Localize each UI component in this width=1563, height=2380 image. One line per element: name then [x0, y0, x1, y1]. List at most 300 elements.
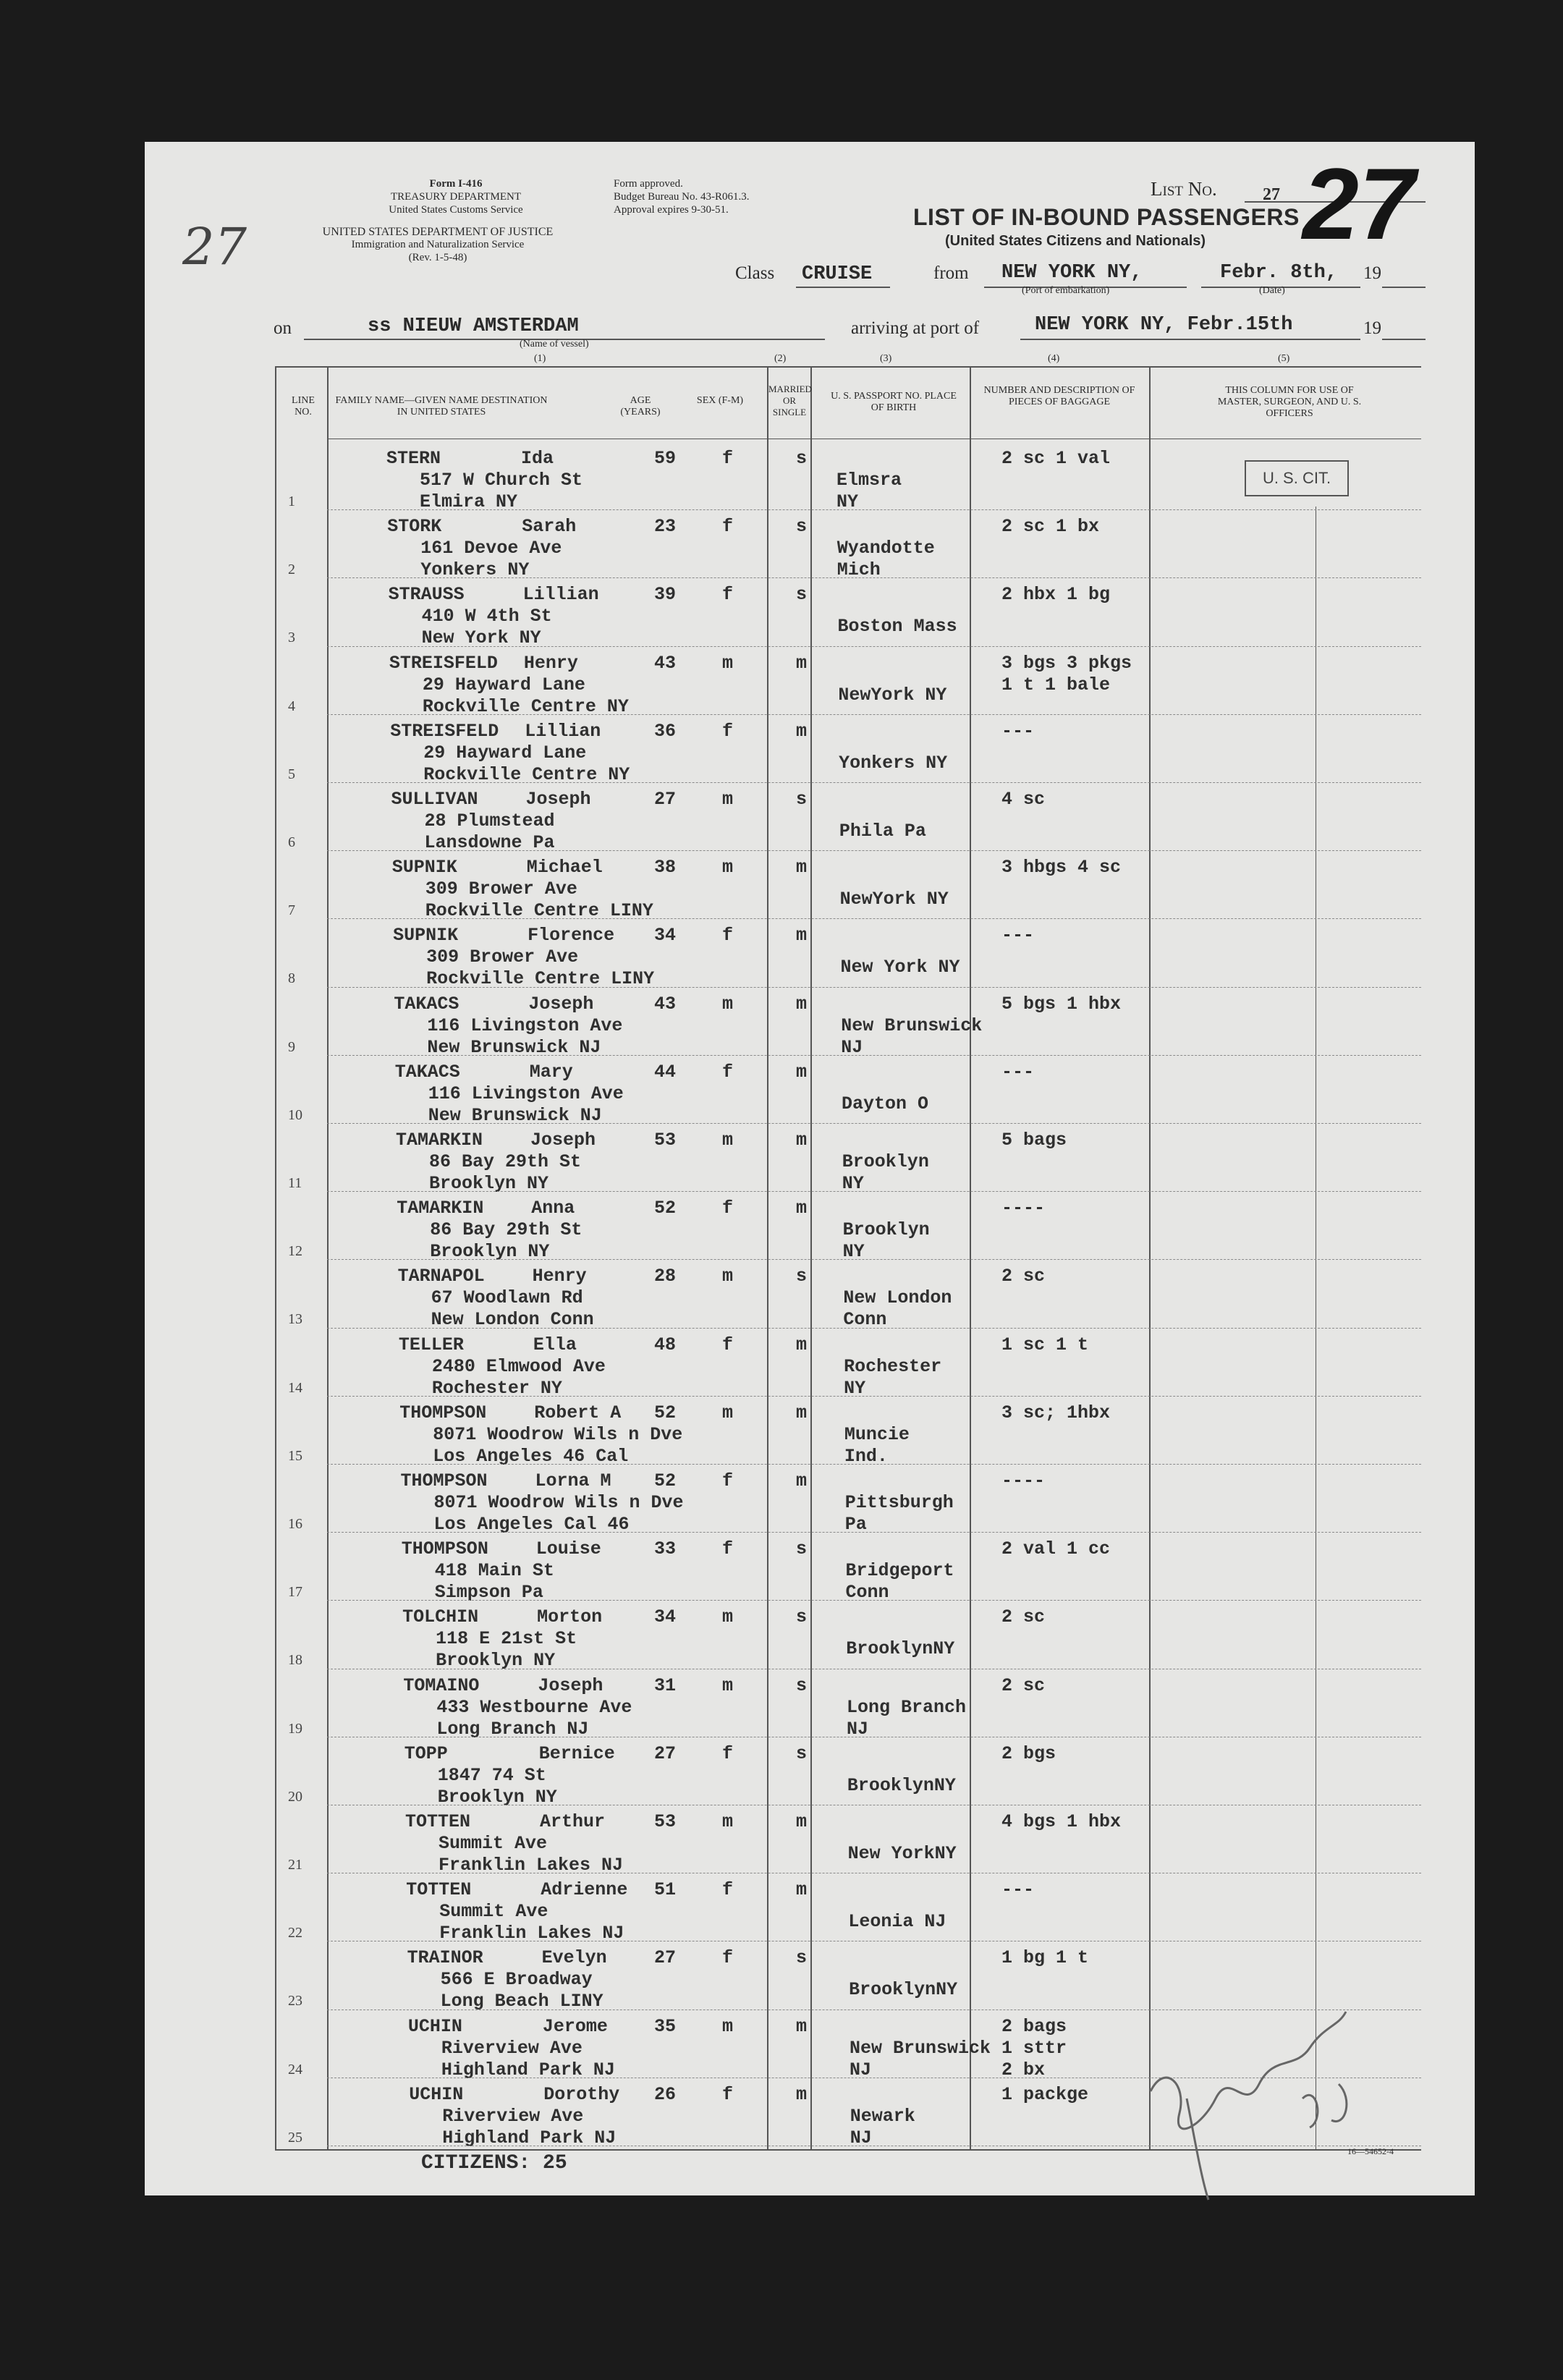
- baggage-line-1: ----: [1001, 1198, 1046, 1219]
- col-divider-line-no: [327, 368, 329, 2149]
- column-number-4: (4): [1048, 353, 1060, 364]
- address-line-1: 116 Livingston Ave: [428, 1083, 624, 1104]
- given-name: Lillian: [522, 584, 599, 606]
- sex: m: [722, 857, 734, 878]
- family-name: THOMPSON: [399, 1402, 487, 1423]
- given-name: Mary: [529, 1061, 573, 1083]
- age: 34: [654, 925, 677, 947]
- address-line-1: 1847 74 St: [437, 1764, 546, 1786]
- baggage-line-1: ----: [1001, 1470, 1046, 1491]
- birth-place-line-2: NJ: [850, 2127, 872, 2148]
- birth-place-line-2: Pa: [844, 1514, 867, 1535]
- address-line-2: Rockville Centre NY: [422, 695, 629, 717]
- address-line-2: New Brunswick NJ: [427, 1036, 601, 1058]
- given-name: Joseph: [538, 1674, 603, 1696]
- baggage-line-1: 2 sc 1 val: [1001, 448, 1111, 469]
- family-name: TAKACS: [394, 993, 459, 1015]
- sex: f: [722, 1334, 734, 1355]
- family-name: TELLER: [398, 1334, 464, 1355]
- list-number-label: List No.: [1151, 178, 1217, 200]
- marital-status: m: [796, 1061, 808, 1083]
- family-name: SUPNIK: [393, 925, 459, 947]
- given-name: Arthur: [540, 1811, 606, 1832]
- given-name: Henry: [532, 1266, 587, 1287]
- family-name: TAMARKIN: [397, 1198, 484, 1219]
- baggage-line-1: 2 sc: [1001, 1674, 1046, 1696]
- line-number: 16: [288, 1516, 302, 1532]
- age: 38: [654, 857, 677, 878]
- age: 43: [654, 993, 677, 1015]
- address-line-1: 29 Hayward Lane: [423, 742, 587, 763]
- approval-line-2: Budget Bureau No. 43-R061.3.: [614, 191, 750, 203]
- sex: m: [722, 1266, 734, 1287]
- age: 34: [654, 1606, 677, 1628]
- table-left-border: [275, 368, 276, 2149]
- line-number: 25: [288, 2129, 302, 2146]
- birth-place-line-2: Conn: [843, 1309, 887, 1331]
- given-name: Adrienne: [541, 1879, 628, 1901]
- age: 51: [654, 1879, 677, 1901]
- birth-place: Wyandotte: [836, 538, 935, 559]
- line-number: 6: [288, 834, 295, 850]
- family-name: TOTTEN: [406, 1879, 472, 1901]
- row-separator: [327, 1123, 1421, 1124]
- address-line-1: 116 Livingston Ave: [427, 1015, 623, 1036]
- department-customs: United States Customs Service: [389, 204, 523, 216]
- given-name: Evelyn: [541, 1947, 607, 1969]
- address-line-1: 517 W Church St: [420, 470, 583, 491]
- line-number: 2: [288, 562, 295, 578]
- sex: m: [722, 652, 734, 674]
- row-separator: [327, 987, 1421, 988]
- marital-status: m: [796, 857, 808, 878]
- baggage-line-1: 2 bags: [1001, 2015, 1067, 2037]
- address-line-2: New Brunswick NJ: [428, 1104, 602, 1126]
- baggage-line-1: ---: [1001, 1061, 1035, 1083]
- marital-status: m: [796, 925, 808, 947]
- birth-place: Rochester: [844, 1355, 942, 1377]
- address-line-2: Franklin Lakes NJ: [439, 1855, 624, 1876]
- sex: f: [722, 1947, 734, 1969]
- department-justice: UNITED STATES DEPARTMENT OF JUSTICE: [322, 226, 554, 238]
- marital-status: s: [796, 584, 808, 606]
- marital-status: s: [796, 1538, 808, 1560]
- family-name: STREISFELD: [390, 720, 499, 742]
- address-line-2: Long Branch NJ: [436, 1718, 589, 1740]
- line-number: 20: [288, 1788, 302, 1805]
- sex: f: [722, 1198, 734, 1219]
- marital-status: m: [796, 1402, 808, 1423]
- birth-place: NewYork NY: [838, 684, 947, 706]
- address-line-1: 566 E Broadway: [440, 1969, 593, 1991]
- age: 44: [654, 1061, 677, 1083]
- table-top-border: [275, 366, 1421, 368]
- birth-place: Brooklyn: [842, 1151, 929, 1172]
- family-name: STRAUSS: [388, 584, 465, 606]
- year-underline: [1382, 287, 1426, 288]
- baggage-line-1: 2 hbx 1 bg: [1001, 584, 1111, 606]
- column-number-1: (1): [534, 353, 546, 364]
- address-line-2: Rochester NY: [431, 1377, 562, 1399]
- sex: f: [722, 1061, 734, 1083]
- family-name: TARNAPOL: [397, 1266, 485, 1287]
- address-line-2: Yonkers NY: [420, 559, 530, 581]
- family-name: TOMAINO: [403, 1674, 480, 1696]
- birth-place: Dayton O: [842, 1093, 929, 1114]
- col-divider-baggage: [1149, 368, 1151, 2149]
- address-line-2: New London Conn: [431, 1309, 594, 1331]
- departure-date: Febr. 8th,: [1220, 262, 1338, 284]
- header-officers: THIS COLUMN FOR USE OF MASTER, SURGEON, AND U. S. OFFICERS: [1217, 385, 1362, 419]
- line-number: 21: [288, 1857, 302, 1873]
- baggage-line-1: 3 sc; 1hbx: [1001, 1402, 1111, 1423]
- given-name: Ella: [533, 1334, 577, 1355]
- age: 52: [654, 1198, 677, 1219]
- birth-place: BrooklynNY: [847, 1774, 956, 1796]
- marital-status: m: [796, 720, 808, 742]
- form-revision: (Rev. 1-5-48): [408, 252, 467, 263]
- line-number: 22: [288, 1925, 302, 1941]
- family-name: SUPNIK: [391, 857, 457, 878]
- address-line-2: Brooklyn NY: [429, 1173, 549, 1194]
- sex: f: [722, 1879, 734, 1901]
- address-line-1: Riverview Ave: [441, 2037, 583, 2059]
- given-name: Morton: [537, 1606, 603, 1628]
- row-separator: [327, 782, 1421, 783]
- column-number-2: (2): [774, 353, 787, 364]
- baggage-line-1: 1 packge: [1001, 2083, 1089, 2105]
- sex: f: [722, 584, 734, 606]
- line-number: 5: [288, 766, 295, 782]
- age: 27: [654, 789, 677, 810]
- given-name: Florence: [528, 925, 615, 947]
- family-name: TOLCHIN: [402, 1606, 479, 1628]
- column-number-5: (5): [1278, 353, 1290, 364]
- year-label: 19: [1363, 263, 1381, 283]
- address-line-2: Highland Park NJ: [441, 2059, 615, 2080]
- row-separator: [327, 1532, 1421, 1533]
- address-line-2: Brooklyn NY: [430, 1241, 550, 1263]
- marital-status: m: [796, 993, 808, 1015]
- line-number: 24: [288, 2061, 302, 2078]
- col-divider-sex: [767, 368, 768, 2149]
- baggage-line-1: 2 sc: [1001, 1266, 1046, 1287]
- marital-status: s: [796, 516, 808, 538]
- age: 59: [654, 448, 677, 469]
- baggage-line-3: 2 bx: [1001, 2059, 1046, 2080]
- address-line-1: 86 Bay 29th St: [430, 1219, 583, 1241]
- department-treasury: TREASURY DEPARTMENT: [390, 191, 522, 203]
- address-line-1: 309 Brower Ave: [426, 947, 579, 968]
- sex: f: [722, 2083, 734, 2105]
- given-name: Louise: [535, 1538, 601, 1560]
- age: 31: [654, 1674, 677, 1696]
- marital-status: s: [796, 1947, 808, 1969]
- sex: m: [722, 1402, 734, 1423]
- address-line-1: Riverview Ave: [442, 2105, 584, 2127]
- address-line-2: Rockville Centre NY: [423, 763, 630, 785]
- birth-place: BrooklynNY: [846, 1638, 955, 1660]
- header-married: MARRIED OR SINGLE: [768, 384, 812, 418]
- baggage-line-2: 1 sttr: [1001, 2037, 1067, 2059]
- given-name: Dorothy: [543, 2083, 620, 2105]
- address-line-1: 433 Westbourne Ave: [436, 1696, 632, 1718]
- given-name: Anna: [531, 1198, 575, 1219]
- baggage-line-1: 2 val 1 cc: [1001, 1538, 1111, 1560]
- year-label-2: 19: [1363, 318, 1381, 338]
- row-separator: [327, 577, 1421, 578]
- sex: f: [722, 925, 734, 947]
- birth-place: Bridgeport: [845, 1560, 954, 1582]
- address-line-1: 410 W 4th St: [421, 606, 552, 627]
- birth-place: Boston Mass: [837, 616, 957, 638]
- column-number-3: (3): [880, 353, 892, 364]
- sex: m: [722, 1606, 734, 1628]
- birth-place: Leonia NJ: [848, 1911, 946, 1933]
- marital-status: m: [796, 2083, 808, 2105]
- line-number: 10: [288, 1106, 302, 1123]
- citizens-total: CITIZENS: 25: [421, 2152, 567, 2174]
- line-number: 23: [288, 1993, 302, 2010]
- address-line-2: Rockville Centre LINY: [425, 900, 653, 922]
- birth-place-line-2: NY: [842, 1173, 864, 1194]
- marital-status: m: [796, 652, 808, 674]
- address-line-1: Summit Ave: [439, 1833, 548, 1854]
- given-name: Jerome: [542, 2015, 608, 2037]
- marital-status: s: [796, 1606, 808, 1628]
- given-name: Joseph: [530, 1130, 596, 1151]
- marital-status: m: [796, 1130, 808, 1151]
- birth-place-line-2: NJ: [847, 1718, 869, 1740]
- marital-status: m: [796, 1334, 808, 1355]
- address-line-1: 67 Woodlawn Rd: [431, 1287, 583, 1309]
- marital-status: s: [796, 789, 808, 810]
- address-line-1: Summit Ave: [439, 1901, 548, 1923]
- age: 23: [654, 516, 677, 538]
- age: 48: [654, 1334, 677, 1355]
- marital-status: s: [796, 448, 808, 469]
- sex: f: [722, 720, 734, 742]
- birth-place: Elmsra: [836, 470, 902, 491]
- family-name: THOMPSON: [400, 1470, 488, 1491]
- age: 28: [654, 1266, 677, 1287]
- document-subtitle: (United States Citizens and Nationals): [945, 233, 1206, 249]
- document-title: LIST OF IN-BOUND PASSENGERS: [913, 204, 1300, 230]
- address-line-1: 161 Devoe Ave: [420, 538, 562, 559]
- given-name: Ida: [521, 448, 554, 469]
- address-line-1: 118 E 21st St: [436, 1628, 577, 1650]
- line-number: 8: [288, 970, 295, 987]
- birth-place: Muncie: [844, 1423, 910, 1445]
- age: 52: [654, 1402, 677, 1423]
- given-name: Lorna M: [535, 1470, 611, 1491]
- baggage-line-1: ---: [1001, 1879, 1035, 1901]
- row-separator: [327, 509, 1421, 510]
- sex: m: [722, 1674, 734, 1696]
- address-line-1: 8071 Woodrow Wils n Dve: [433, 1423, 683, 1445]
- birth-place-line-2: NJ: [849, 2059, 871, 2080]
- family-name: STORK: [387, 516, 442, 538]
- line-number: 4: [288, 698, 295, 714]
- arrival-port-date: NEW YORK NY, Febr.15th: [1035, 314, 1293, 336]
- line-number: 13: [288, 1311, 302, 1328]
- table-bottom-border: [275, 2149, 1421, 2151]
- birth-place: Yonkers NY: [839, 752, 948, 774]
- family-name: SULLIVAN: [391, 789, 478, 810]
- age: 27: [654, 1947, 677, 1969]
- header-line-no: LINE NO.: [292, 395, 315, 418]
- vessel-caption: (Name of vessel): [520, 339, 589, 350]
- marital-status: m: [796, 1879, 808, 1901]
- birth-place: New London: [843, 1287, 952, 1309]
- family-name: TAKACS: [394, 1061, 460, 1083]
- birth-place-line-2: NY: [844, 1377, 866, 1399]
- port-of-embarkation-caption: (Port of embarkation): [1022, 285, 1110, 296]
- baggage-line-1: 3 bgs 3 pkgs: [1001, 652, 1132, 674]
- address-line-2: Brooklyn NY: [437, 1786, 557, 1808]
- sex: m: [722, 1811, 734, 1832]
- line-number: 19: [288, 1720, 302, 1737]
- birth-place: New Brunswick: [841, 1015, 983, 1036]
- age: 35: [654, 2015, 677, 2037]
- birth-place: NewYork NY: [839, 889, 949, 910]
- sex: f: [722, 1470, 734, 1491]
- from-label: from: [933, 263, 969, 283]
- line-number: 1: [288, 494, 295, 509]
- age: 27: [654, 1742, 677, 1764]
- address-line-2: Los Angeles Cal 46: [433, 1514, 630, 1535]
- date-caption: (Date): [1259, 285, 1285, 296]
- birth-place: New YorkNY: [847, 1843, 957, 1864]
- address-line-2: Simpson Pa: [434, 1582, 543, 1604]
- col-divider-married: [810, 368, 812, 2149]
- birth-place: Phila Pa: [839, 821, 926, 842]
- family-name: THOMPSON: [401, 1538, 488, 1560]
- address-line-2: New York NY: [421, 627, 541, 649]
- address-line-2: Elmira NY: [420, 491, 518, 512]
- list-number-small: 27: [1263, 185, 1280, 204]
- department-immigration: Immigration and Naturalization Service: [351, 239, 525, 250]
- baggage-line-1: ---: [1001, 720, 1035, 742]
- line-number: 12: [288, 1243, 302, 1260]
- sex: f: [722, 1742, 734, 1764]
- family-name: TAMARKIN: [396, 1130, 483, 1151]
- sex: f: [722, 448, 734, 469]
- birth-place: New York NY: [840, 957, 960, 978]
- arriving-label: arriving at port of: [851, 318, 980, 338]
- baggage-line-1: 1 bg 1 t: [1001, 1947, 1089, 1969]
- marital-status: s: [796, 1742, 808, 1764]
- given-name: Henry: [523, 652, 578, 674]
- row-separator: [327, 714, 1421, 715]
- approval-line-3: Approval expires 9-30-51.: [614, 204, 729, 216]
- age: 39: [654, 584, 677, 606]
- approval-line-1: Form approved.: [614, 178, 683, 190]
- family-name: STERN: [386, 448, 441, 469]
- birth-place-line-2: NJ: [841, 1036, 863, 1058]
- marital-status: m: [796, 1470, 808, 1491]
- sex: f: [722, 516, 734, 538]
- line-number: 11: [288, 1175, 302, 1191]
- row-separator: [327, 646, 1421, 647]
- birth-place: BrooklynNY: [849, 1979, 958, 2001]
- address-line-1: 309 Brower Ave: [425, 878, 577, 900]
- birth-place: Long Branch: [847, 1696, 967, 1718]
- row-separator: [327, 1055, 1421, 1056]
- marital-status: s: [796, 1674, 808, 1696]
- marital-status: s: [796, 1266, 808, 1287]
- family-name: UCHIN: [407, 2015, 462, 2037]
- address-line-2: Brooklyn NY: [436, 1650, 556, 1672]
- line-number: 9: [288, 1038, 295, 1055]
- sex: f: [722, 1538, 734, 1560]
- form-number: Form I-416: [429, 178, 483, 190]
- baggage-line-1: 5 bags: [1001, 1130, 1067, 1151]
- address-line-2: Long Beach LINY: [440, 1991, 603, 2012]
- margin-note: 27: [182, 217, 247, 276]
- baggage-line-1: 1 sc 1 t: [1001, 1334, 1089, 1355]
- list-number: 27: [1302, 147, 1415, 261]
- line-number: 18: [288, 1652, 302, 1669]
- baggage-line-1: 3 hbgs 4 sc: [1001, 857, 1122, 878]
- birth-place-line-2: Mich: [836, 559, 881, 581]
- line-number: 15: [288, 1447, 302, 1464]
- given-name: Bernice: [538, 1742, 615, 1764]
- given-name: Joseph: [528, 993, 594, 1015]
- address-line-1: 8071 Woodrow Wils n Dve: [433, 1492, 684, 1513]
- birth-place: Pittsburgh: [844, 1492, 954, 1513]
- birth-place-line-2: NY: [842, 1241, 865, 1263]
- address-line-2: Lansdowne Pa: [424, 832, 555, 853]
- given-name: Michael: [526, 857, 603, 878]
- address-line-1: 86 Bay 29th St: [429, 1151, 582, 1172]
- row-separator: [327, 850, 1421, 851]
- line-number: 7: [288, 902, 295, 919]
- birth-place: New Brunswick: [849, 2037, 991, 2059]
- marital-status: m: [796, 1198, 808, 1219]
- row-separator: [327, 1259, 1421, 1260]
- col-divider-passport: [970, 368, 971, 2149]
- birth-place: Brooklyn: [842, 1219, 930, 1241]
- row-separator: [327, 1600, 1421, 1601]
- year-underline-2: [1382, 339, 1426, 340]
- sex: m: [722, 789, 734, 810]
- age: 43: [654, 652, 677, 674]
- baggage-line-1: 2 sc 1 bx: [1001, 516, 1100, 538]
- given-name: Lillian: [525, 720, 601, 742]
- header-sex: SEX (F-M): [696, 395, 744, 406]
- age: 36: [654, 720, 677, 742]
- line-number: 14: [288, 1379, 302, 1396]
- age: 52: [654, 1470, 677, 1491]
- on-label: on: [274, 318, 292, 338]
- print-code: 16—54652-4: [1347, 2146, 1394, 2156]
- header-name: FAMILY NAME—GIVEN NAME DESTINATION IN UNITED STATES: [335, 395, 548, 418]
- class-underline: [796, 287, 890, 288]
- marital-status: m: [796, 1811, 808, 1832]
- given-name: Joseph: [525, 789, 591, 810]
- passenger-manifest-sheet: [145, 142, 1475, 2195]
- vessel-name: ss NIEUW AMSTERDAM: [368, 316, 579, 337]
- marital-status: m: [796, 2015, 808, 2037]
- age: 53: [654, 1130, 677, 1151]
- address-line-1: 28 Plumstead: [424, 810, 555, 831]
- header-passport: U. S. PASSPORT NO. PLACE OF BIRTH: [831, 391, 957, 413]
- row-separator: [327, 1464, 1421, 1465]
- row-separator: [327, 1328, 1421, 1329]
- birth-place-line-2: NY: [836, 491, 859, 512]
- age: 53: [654, 1811, 677, 1832]
